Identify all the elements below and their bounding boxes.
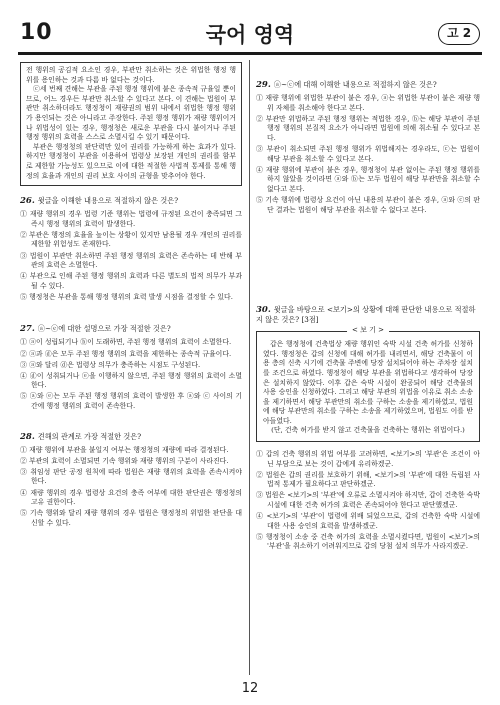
question-stem bbox=[256, 80, 480, 90]
column-divider bbox=[249, 60, 250, 675]
answer-option[interactable]: ④ <보기>의 '부관'이 법령에 위배 되었으므로, 갑의 건축한 숙박 시설에 대한 사용 승인의 효력을 발생하겠군. bbox=[256, 512, 480, 530]
answer-option[interactable]: ① 재량 행위에 부관을 붙일지 여부는 행정청의 재량에 따라 결정된다. bbox=[20, 445, 229, 454]
answer-option[interactable]: ⑤ 행정청은 부관을 통해 행정 행위의 효력 발생 시점을 결정할 수 있다. bbox=[20, 292, 233, 301]
answer-option[interactable]: ④ 재량 행위에 부관이 붙은 경우, 행정청이 부관 없이는 주된 행정 행위를 하지 않았을 것이라면 ⓐ와 ⓑ는 모두 법원이 해당 부관만을 취소할 수 없다고 본다. bbox=[256, 165, 480, 193]
answer-option[interactable]: ② ⓐ과 ⓓ은 모두 주된 행정 행위의 효력을 제한하는 종속적 규율이다. bbox=[20, 349, 232, 358]
page-header bbox=[18, 14, 482, 54]
option-list bbox=[20, 338, 242, 411]
question-number: 26. bbox=[20, 196, 35, 207]
option-list bbox=[256, 450, 480, 552]
answer-option[interactable]: ④ 부관으로 인해 주된 행정 행위의 효력과 다른 별도의 법적 의무가 부과될 수 있다. bbox=[20, 272, 242, 290]
option-list bbox=[20, 210, 242, 302]
answer-option[interactable]: ③ 법원은 <보기>의 '부관'에 오류로 소멸시켜야 하지만, 갑이 건축한 숙박 시설에 대한 건축 허가의 효력은 존속되어야 한다고 판단했겠군. bbox=[256, 491, 480, 510]
answer-option[interactable]: ⑤ 기속 행위에 법령상 요건이 아닌 내용의 부관이 붙은 경우, ⓐ와 ⓒ의 판단 결과는 법원이 해당 부관을 취소할 수 없다고 본다. bbox=[256, 195, 480, 214]
question-number: 29. bbox=[256, 80, 271, 90]
question-number: 28. bbox=[20, 431, 35, 442]
passage-paragraph: ⓒ세 번째 견해는 부관을 주된 행정 행위에 붙은 종속적 규율일 뿐이므로, 어느 경우든 부관만 취소할 수 있다고 본다. 이 견해는 법원이 부관만 취소하더라도 행정청이 재량권의 범위 내에서 위법한 행정 행위가 용인되는 것은 아니라고 주장한다. 주된 행정 행위가 재량 행위이거나 위법성이 있는 경우, 행정청은 새로운 부관을 다시 붙이거나 주된 행정 행위의 효력을 스스로 소멸시킬 수 있기 때문이다. bbox=[26, 85, 236, 142]
question-26 bbox=[20, 196, 242, 302]
question-number: 30. bbox=[256, 305, 271, 316]
answer-option[interactable]: ② 부관은 행정의 효율을 높이는 상황이 있지만 남용될 경우 개인의 권리를 제한할 위험성도 존재한다. bbox=[20, 230, 242, 249]
answer-option[interactable]: ③ 법원이 부관만 취소하면 주된 행정 행위의 효력은 존속하는 데 반해 부관의 효력은 소멸한다. bbox=[20, 251, 242, 270]
answer-option[interactable]: ③ 취임성 판단 공정 원칙에 따라 법원은 재량 행위의 효력을 존속시켜야 한다. bbox=[20, 467, 242, 486]
bogi-title: < 보 기 > bbox=[347, 326, 389, 336]
header-rule bbox=[18, 52, 482, 55]
passage-paragraph: 부관은 행정청의 판단력만 있어 권리를 가능하게 하는 효과가 있다. 하지만 행정청이 부관을 이용하여 법령상 보장된 개인의 권리를 함부로 제한할 가능성도 있으므로 이에 대한 적절한 사법적 통제를 통해 행정의 효율과 개인의 권리 보호 사이의 균형을 맞추어야 한다. bbox=[26, 142, 236, 180]
page-footer-number: 12 bbox=[241, 681, 259, 696]
subject-title: 국어 영역 bbox=[205, 23, 295, 47]
question-stem bbox=[20, 324, 242, 334]
question-number: 27. bbox=[20, 324, 35, 335]
answer-option[interactable]: ② 부관만 위법하고 주된 행정 행위는 적법한 경우, ⓑ는 해당 부관이 주된 행정 행위의 본질적 요소가 아니라면 법원에 의해 취소될 수 있다고 본다. bbox=[256, 114, 480, 142]
passage-box bbox=[20, 62, 242, 186]
answer-option[interactable]: ④ ⓓ이 성취되거나 ⓔ을 이행하지 않으면, 주된 행정 행위의 효력이 소멸한다. bbox=[20, 371, 242, 390]
exam-page-number: 10 bbox=[20, 20, 53, 45]
answer-option[interactable]: ① 갑의 건축 행위의 위법 여부를 고려하면, <보기>의 '부관'은 조건이 아닌 부담으로 보는 것이 갑에게 유리하겠군. bbox=[256, 450, 480, 468]
left-column bbox=[20, 62, 242, 530]
option-list bbox=[20, 446, 242, 529]
answer-option[interactable]: ① 재량 행위의 경우 법령 기준 행위는 법령에 규정된 요건이 충족되면 그 즉시 행정 행위의 효력이 발생한다. bbox=[20, 210, 242, 228]
answer-option[interactable]: ⑤ ⓐ와 ⓔ는 모두 주된 행정 행위의 효력이 발생한 후 ⓐ와 ⓒ 사이의 기간에 행정 행위의 효력이 존속한다. bbox=[20, 392, 242, 411]
question-30 bbox=[256, 305, 480, 552]
question-points: [3점] bbox=[301, 315, 319, 325]
question-28 bbox=[20, 432, 242, 529]
right-column bbox=[256, 62, 480, 554]
passage-paragraph: 전 행위의 공김적 요소인 경우, 부관만 취소하는 것은 위법한 행정 행위를 용인하는 것과 다름 바 없다는 것이다. bbox=[26, 66, 236, 84]
answer-option[interactable]: ⑤ 기속 행위와 달리 재량 행위의 경우 법원은 행정청의 위법한 판단을 대신할 수 있다. bbox=[20, 509, 242, 527]
bogi-box bbox=[256, 326, 480, 442]
question-text: 윗글을 바탕으로 <보기>의 상황에 대해 판단한 내용으로 적절하지 않은 것은? bbox=[256, 305, 476, 325]
answer-option[interactable]: ② 법원은 갑의 권리를 보호하기 위해, <보기>의 '부관'에 대한 독립된 사법적 통제가 필요하다고 판단하겠군. bbox=[256, 470, 480, 489]
answer-option[interactable]: ④ 재량 행위의 경우 법령상 요건의 충족 여부에 대한 판단권은 행정청의 고유 권한이다. bbox=[20, 488, 242, 507]
question-29 bbox=[256, 80, 480, 215]
question-27 bbox=[20, 324, 242, 411]
question-stem bbox=[20, 196, 242, 206]
answer-option[interactable]: ① ⓐ이 성립되기나 ⓑ이 도래하면, 주된 행정 행위의 효력이 소멸한다. bbox=[20, 338, 232, 347]
answer-option[interactable]: ③ 부관이 취소되면 주된 행정 행위가 위법해지는 경우라도, ⓒ는 법원이 해당 부관을 취소할 수 있다고 본다. bbox=[256, 144, 480, 163]
bogi-text: 갑은 행정청에 건축법상 재량 행위인 숙박 시설 건축 허가를 신청하였다. 행정청은 갑의 신청에 대해 허가를 내리면서, 해당 건축물이 이용 층의 신축 시기에 건축물 주변에 당장 설치되어야 하는 주차장 설치를 조건으로 하였다. 행정청이 해당 부관을 위법하다고 생각하여 당장은 설치하지 않았다. 이후 갑은 숙박 시설이 완공되어 해당 건축물의 사용 승인을 신청하였다. 그리고 해당 부관의 위법을 이유로 취소 소송을 제기하면서 해당 부관만의 취소를 구하는 소송을 제기하였고, 법원에 해당 부관만의 취소를 구하는 소송을 제기하였으며, 법원도 이를 받아들였다. bbox=[263, 340, 473, 425]
answer-option[interactable]: ② 부관의 효력이 소멸되면 기속 행위와 재량 행위의 구분이 사라진다. bbox=[20, 456, 229, 465]
question-text: 윗글을 이해한 내용으로 적절하지 않은 것은? bbox=[37, 196, 179, 206]
question-text: ⓐ~ⓒ에 대해 이해한 내용으로 적절하지 않은 것은? bbox=[273, 80, 437, 89]
question-text: 견해의 관계로 가장 적절한 것은? bbox=[37, 431, 142, 441]
question-stem bbox=[20, 432, 242, 442]
grade-badge: 고 2 bbox=[438, 23, 480, 45]
question-stem bbox=[256, 305, 480, 325]
question-text: ⓐ~ⓔ에 대한 설명으로 가장 적절한 것은? bbox=[37, 324, 171, 334]
option-list bbox=[256, 94, 480, 215]
answer-option[interactable]: ⑤ 행정청이 소송 중 건축 허가의 효력을 소멸시켰다면, 법원이 <보기>의 '부관'을 취소하기 어려워지므로 갑의 당첨 설치 의무가 사라지겠군. bbox=[256, 532, 480, 551]
answer-option[interactable]: ③ ⓐ와 달리 ⓓ은 법령상 의무가 충족하는 시점도 구성된다. bbox=[20, 360, 201, 369]
answer-option[interactable]: ① 재량 행위에 위법한 부관이 붙은 경우, ⓐ는 위법한 부관이 붙은 재량 행위 자체를 취소해야 한다고 본다. bbox=[256, 94, 480, 112]
bogi-note: (단, 건축 허가를 받지 않고 건축물을 건축하는 행위는 위법이다.) bbox=[271, 426, 465, 435]
